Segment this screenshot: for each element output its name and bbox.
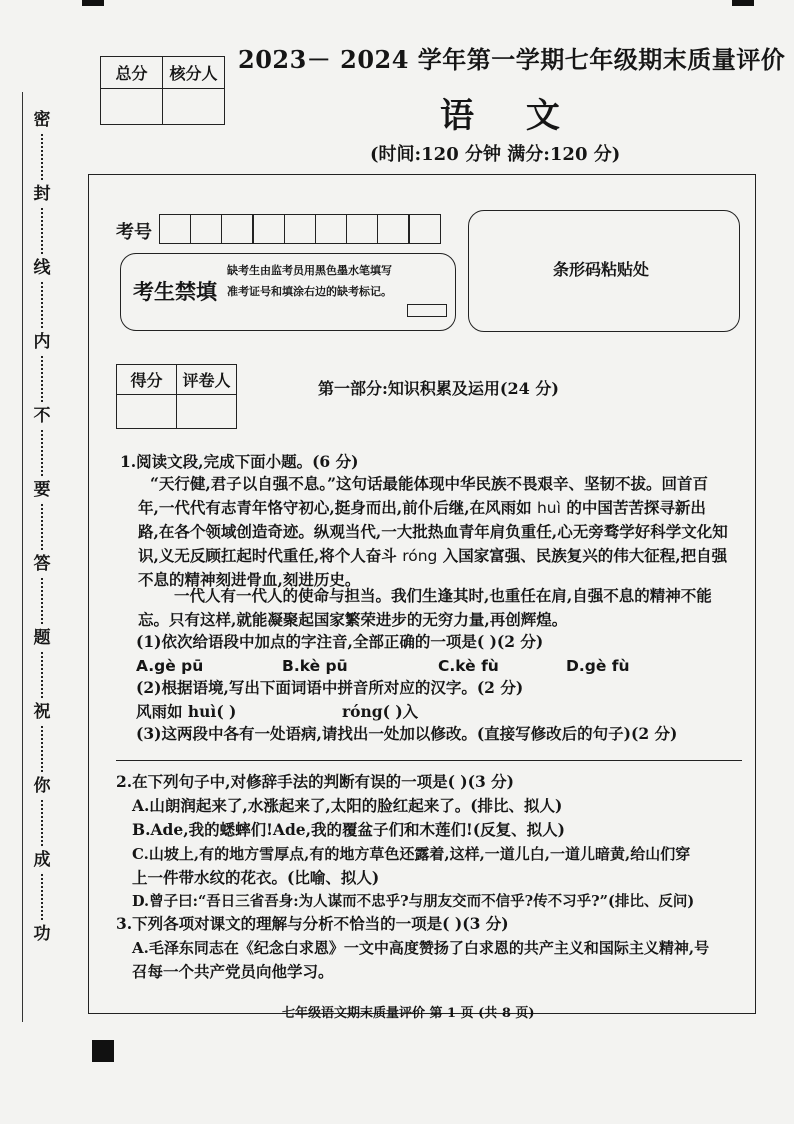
q2-option-b[interactable]: B.Ade,我的蟋蟀们!Ade,我的覆盆子们和木莲们!(反复、拟人) [132, 820, 566, 839]
q3-option-a[interactable]: A.毛泽东同志在《纪念白求恩》一文中高度赞扬了白求恩的共产主义和国际主义精神,号 [132, 939, 710, 957]
total-score-table [100, 56, 225, 125]
total-score-header: 总分 [101, 57, 163, 89]
exam-number-box[interactable] [408, 214, 441, 244]
binding-char: 要 [33, 480, 51, 500]
q1-text: 一代人有一代人的使命与担当。我们生逢其时,也重任在肩,自强不息的精神不能 [174, 586, 712, 605]
q1-passage-line [138, 520, 728, 544]
binding-dots [41, 652, 43, 698]
binding-char: 答 [33, 554, 51, 574]
q1-passage-line [174, 584, 712, 608]
exam-number-box[interactable] [252, 214, 285, 244]
q1-option-c[interactable]: C.kè fù [438, 657, 499, 675]
binding-char: 成 [33, 850, 51, 870]
binding-dots [41, 134, 43, 180]
exam-number-box[interactable] [284, 214, 317, 244]
barcode-area [468, 210, 740, 332]
q1-text: 忘。只有这样,就能凝聚起国家繁荣进步的无穷力量,再创辉煌。 [138, 610, 568, 629]
q1-sub3: (3)这两段中各有一处语病,请找出一处加以修改。(直接写修改后的句子)(2 分) [136, 724, 678, 743]
q1-passage-line [138, 544, 727, 568]
q1-passage-line [138, 608, 567, 632]
q1-text: 入国家富强、民族复兴的伟大征程,把自强 [437, 546, 728, 565]
grader-cell[interactable] [177, 395, 237, 429]
time-info: (时间:120 分钟 满分:120 分) [370, 144, 621, 165]
exam-number-box[interactable] [221, 214, 254, 244]
q2-option-d[interactable]: D.曾子曰:“吾日三省吾身:为人谋而不忠乎?与朋友交而不信乎?传不习乎?”(排比、反问) [132, 893, 695, 910]
absence-mark-box[interactable] [407, 304, 447, 317]
barcode-label: 条形码粘贴处 [553, 260, 650, 279]
exam-title: 2023－ 2024 学年第一学期七年级期末质量评价 [238, 45, 786, 74]
binding-char: 密 [33, 110, 51, 130]
q1-text: 路,在各个领域创造奇迹。纵观当代,一大批热血青年肩负重任,心无旁骛学好科学文化知 [138, 522, 728, 541]
binding-dots [41, 874, 43, 920]
q1-pinyin: róng [402, 547, 438, 565]
q1-option-d[interactable]: D.gè fù [566, 657, 630, 675]
subject-title: 语 文 [440, 96, 580, 136]
binding-dots [41, 726, 43, 772]
exam-number-box[interactable] [159, 214, 192, 244]
q2-stem: 2.在下列句子中,对修辞手法的判断有误的一项是( )(3 分) [116, 772, 514, 791]
q1-text: 年,一代代有志青年恪守初心,挺身而出,前仆后继,在风雨如 [138, 498, 537, 517]
exam-number-boxes[interactable] [160, 214, 441, 244]
q1-passage-line [138, 496, 706, 520]
exam-number-label: 考号 [116, 222, 152, 243]
binding-char: 祝 [33, 702, 51, 722]
binding-dots [41, 356, 43, 402]
score-cell[interactable] [117, 395, 177, 429]
q1-sub2-word2[interactable]: róng( )入 [342, 702, 419, 721]
q1-pinyin: huì [536, 499, 561, 517]
binding-dots [41, 208, 43, 254]
forbidden-title: 考生禁填 [133, 279, 217, 304]
q1-sub2-word1[interactable]: 风雨如 huì( ) [136, 702, 237, 721]
section-divider [116, 760, 742, 761]
binding-dots [41, 504, 43, 550]
binding-char: 功 [33, 924, 51, 944]
exam-number-box[interactable] [377, 214, 410, 244]
q2-option-a[interactable]: A.山朗润起来了,水涨起来了,太阳的脸红起来了。(排比、拟人) [132, 796, 563, 815]
q1-sub1: (1)依次给语段中加点的字注音,全部正确的一项是( )(2 分) [136, 632, 544, 651]
corner-mark-top-right [732, 0, 754, 6]
q1-text: 不息的精神刻进骨血,刻进历史。 [138, 570, 361, 589]
grader-header: 评卷人 [177, 365, 237, 395]
page-footer: 七年级语文期末质量评价 第 1 页 (共 8 页) [282, 1006, 535, 1021]
binding-dots [41, 282, 43, 328]
section-score-table [116, 364, 237, 429]
part1-title: 第一部分:知识积累及运用(24 分) [318, 379, 559, 398]
q1-text: 识,义无反顾扛起时代重任,将个人奋斗 [138, 546, 403, 565]
binding-char: 不 [33, 406, 51, 426]
q1-passage-line [150, 472, 708, 496]
forbidden-fill-area [120, 253, 456, 331]
q2-option-c[interactable]: C.山坡上,有的地方雪厚点,有的地方草色还露着,这样,一道儿白,一道儿暗黄,给山们穿 [132, 845, 691, 863]
checker-header: 核分人 [163, 57, 225, 89]
exam-number-box[interactable] [315, 214, 348, 244]
checker-cell[interactable] [163, 89, 225, 125]
binding-char: 内 [33, 332, 51, 352]
q1-text: 的中国苦苦探寻新出 [560, 498, 706, 517]
total-score-cell[interactable] [101, 89, 163, 125]
q2-option-c-cont: 上一件带水纹的花衣。(比喻、拟人) [132, 868, 380, 887]
binding-char: 你 [33, 776, 51, 796]
binding-dots [41, 578, 43, 624]
q1-option-b[interactable]: B.kè pū [282, 657, 348, 675]
binding-dots [41, 430, 43, 476]
binding-char: 线 [33, 258, 51, 278]
exam-number-box[interactable] [346, 214, 379, 244]
q1-option-a[interactable]: A.gè pū [136, 657, 204, 675]
binding-char: 封 [33, 184, 51, 204]
q3-option-a-cont: 召每一个共产党员向他学习。 [132, 962, 334, 981]
q1-text: “天行健,君子以自强不息。”这句话最能体现中华民族不畏艰辛、坚韧不拔。回首百 [150, 474, 708, 493]
binding-dots [41, 800, 43, 846]
forbidden-instructions: 缺考生由监考员用黑色墨水笔填写准考证号和填涂右边的缺考标记。 [227, 264, 392, 298]
binding-line-text [30, 110, 54, 944]
corner-mark-bottom-left [92, 1040, 114, 1062]
q1-sub2: (2)根据语境,写出下面词语中拼音所对应的汉字。(2 分) [136, 678, 524, 697]
q3-stem: 3.下列各项对课文的理解与分析不恰当的一项是( )(3 分) [116, 914, 509, 933]
binding-line [22, 92, 23, 1022]
binding-char: 题 [33, 628, 51, 648]
q1-stem: 1.阅读文段,完成下面小题。(6 分) [120, 452, 359, 471]
exam-number-box[interactable] [190, 214, 223, 244]
score-header: 得分 [117, 365, 177, 395]
corner-mark-top-left [82, 0, 104, 6]
